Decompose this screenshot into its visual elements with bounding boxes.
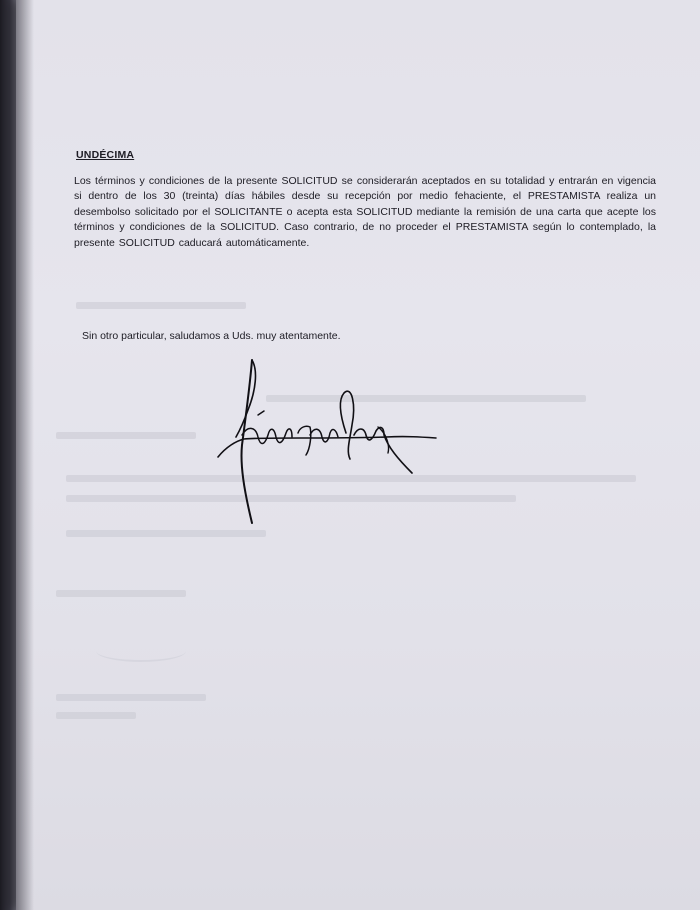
section-heading: UNDÉCIMA [76, 149, 135, 161]
document-page [16, 0, 700, 910]
clause-block [74, 148, 656, 252]
clause-paragraph: Los términos y condiciones de la presente SOLICITUD se considerarán aceptados en su totalidad y entrarán en vigencia si dentro de los 30 (treinta) días hábiles desde su recepción por medio fehaciente, el PRESTAMISTA realiza un desembolso solicitado por el SOLICITANTE o acepta esta SOLICITUD mediante la remisión de una carta que acepte los términos y condiciones de la SOLICITUD. Caso contrario, de no proceder el PRESTAMISTA según lo contemplado, la presente SOLICITUD caducará automáticamente. [74, 174, 656, 249]
closing-line: Sin otro particular, saludamos a Uds. muy atentamente. [82, 330, 341, 342]
handwritten-signature [206, 355, 446, 535]
